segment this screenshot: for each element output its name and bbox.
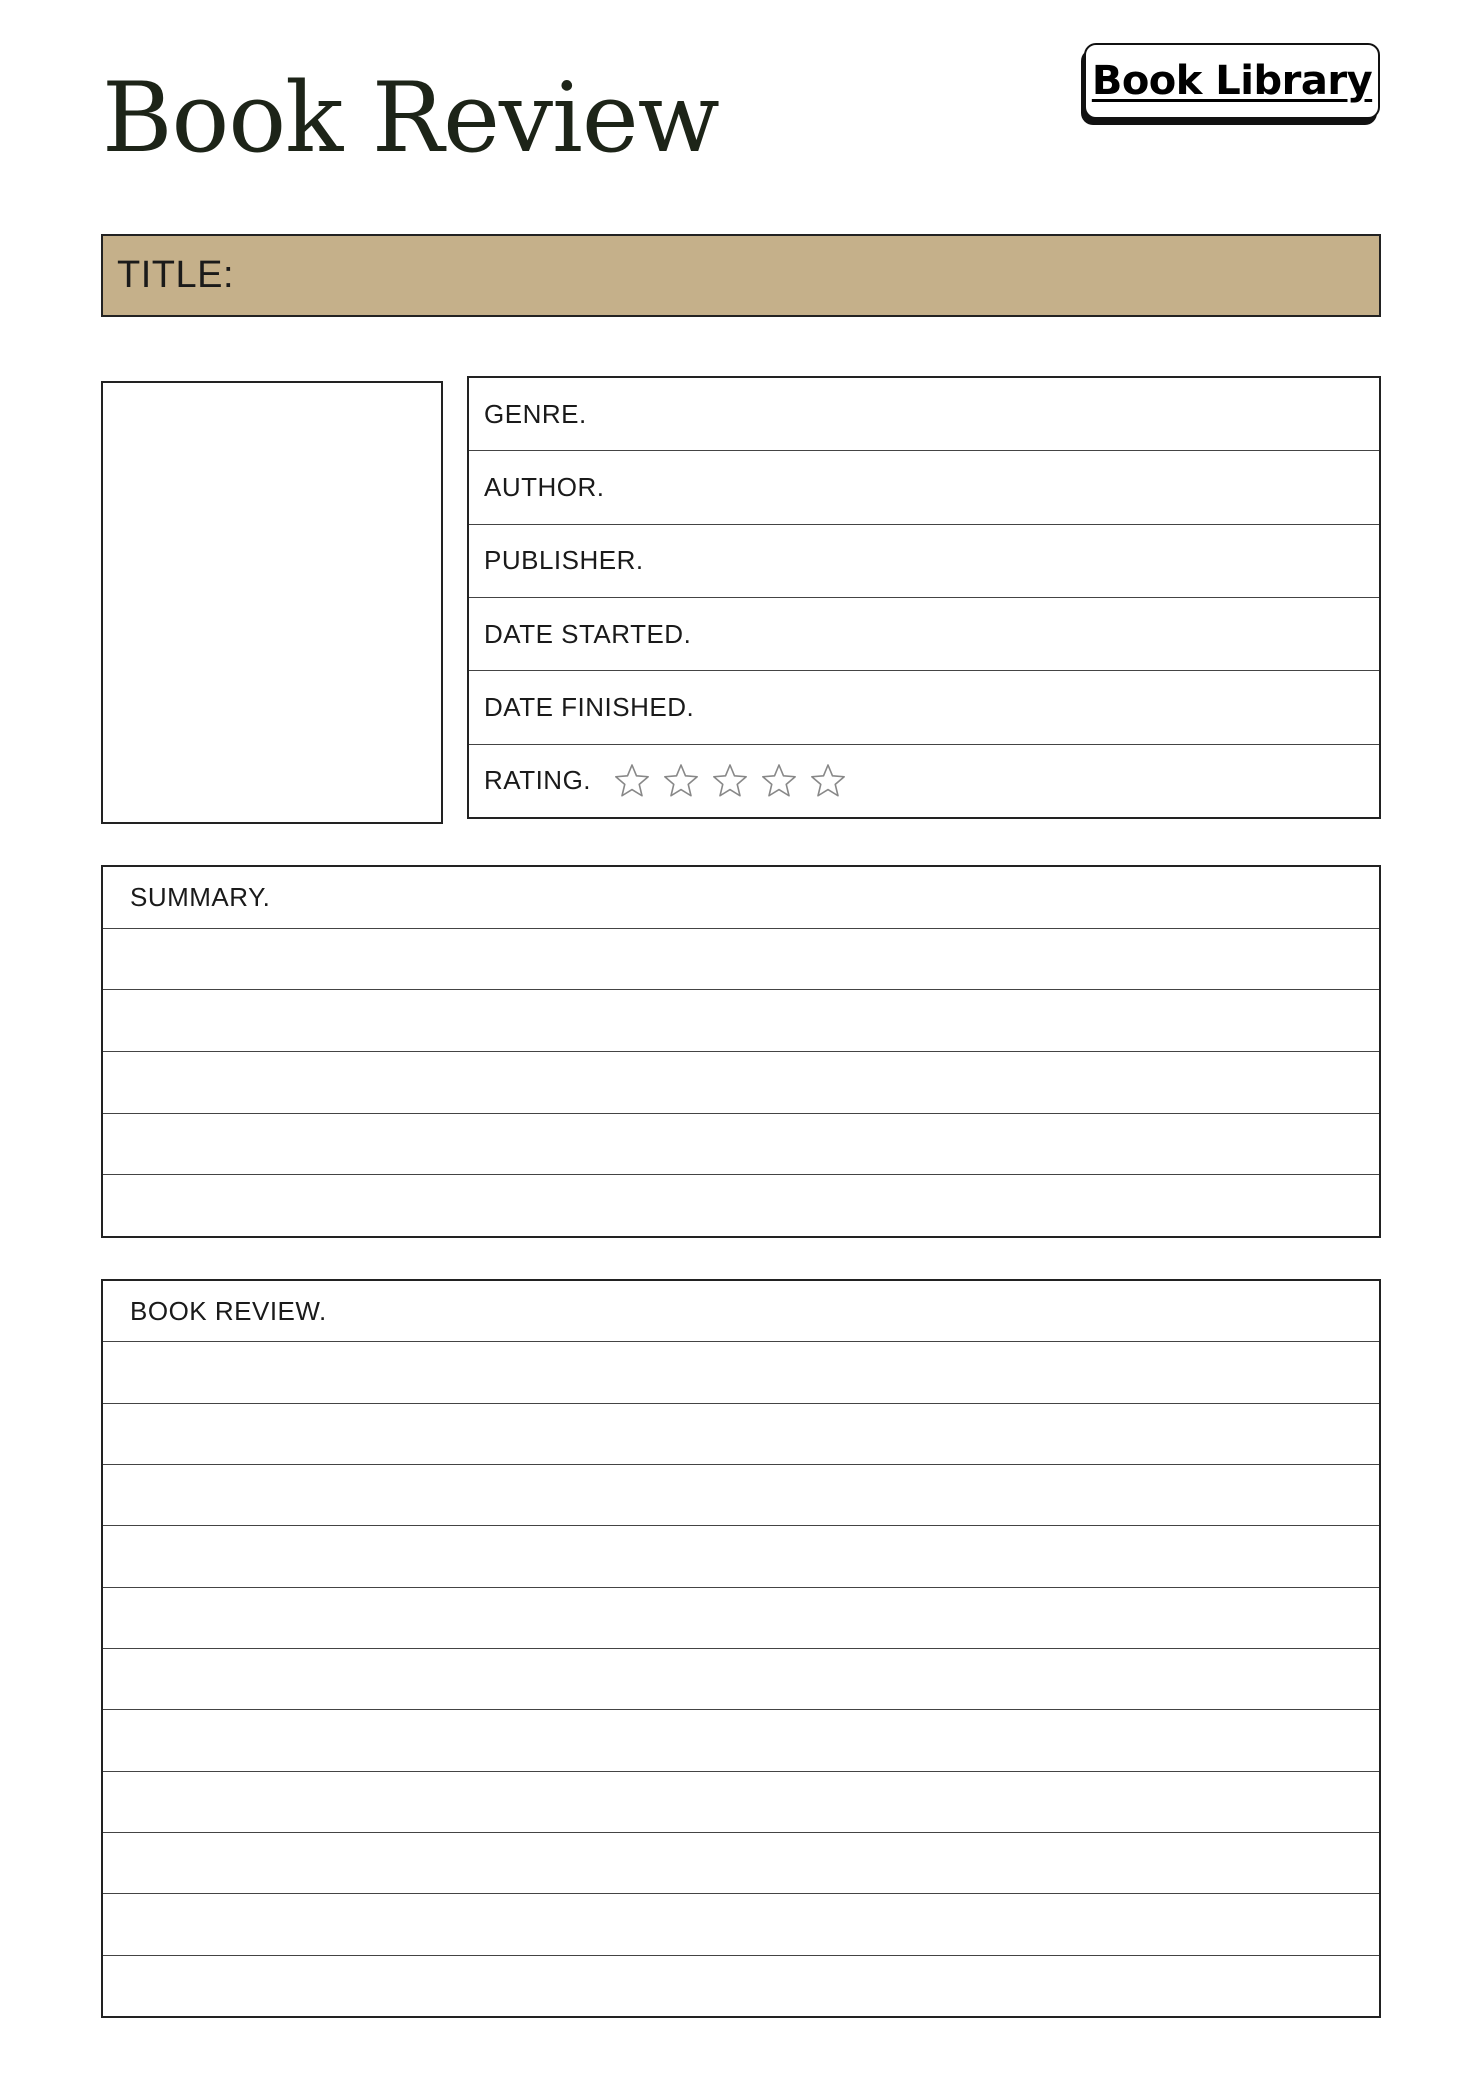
rating-label: RATING. — [484, 765, 592, 796]
writing-line[interactable] — [103, 1649, 1379, 1710]
star-outline-icon[interactable] — [760, 762, 798, 800]
publisher-label: PUBLISHER. — [484, 545, 644, 576]
date-finished-label: DATE FINISHED. — [484, 691, 695, 722]
writing-line[interactable] — [103, 1175, 1379, 1236]
writing-line[interactable] — [103, 1465, 1379, 1526]
rating-stars — [613, 762, 858, 800]
book-review-label: BOOK REVIEW. — [130, 1295, 327, 1326]
date-started-label: DATE STARTED. — [484, 618, 692, 649]
writing-line[interactable] — [103, 1772, 1379, 1833]
writing-line[interactable] — [103, 1114, 1379, 1176]
summary-label: SUMMARY. — [130, 881, 271, 912]
date-started-field[interactable] — [469, 598, 1379, 671]
writing-line[interactable] — [103, 1710, 1379, 1771]
summary-section — [101, 865, 1381, 1238]
star-outline-icon[interactable] — [809, 762, 847, 800]
page-title: Book Review — [102, 62, 719, 174]
book-review-section — [101, 1279, 1381, 2018]
writing-line[interactable] — [103, 1894, 1379, 1955]
summary-header — [103, 867, 1379, 929]
author-field[interactable] — [469, 451, 1379, 524]
writing-line[interactable] — [103, 1588, 1379, 1649]
book-library-button[interactable] — [1084, 43, 1380, 119]
book-info-table — [467, 376, 1381, 819]
genre-label: GENRE. — [484, 398, 587, 429]
writing-line[interactable] — [103, 929, 1379, 991]
star-outline-icon[interactable] — [711, 762, 749, 800]
star-outline-icon[interactable] — [662, 762, 700, 800]
rating-field — [469, 745, 1379, 817]
writing-line[interactable] — [103, 990, 1379, 1052]
writing-line[interactable] — [103, 1956, 1379, 2016]
star-outline-icon[interactable] — [613, 762, 651, 800]
genre-field[interactable] — [469, 378, 1379, 451]
title-label: TITLE: — [117, 254, 235, 296]
writing-line[interactable] — [103, 1526, 1379, 1587]
book-library-label: Book Library — [1091, 58, 1373, 104]
cover-image-box[interactable] — [101, 381, 443, 824]
writing-line[interactable] — [103, 1052, 1379, 1114]
author-label: AUTHOR. — [484, 471, 605, 502]
date-finished-field[interactable] — [469, 671, 1379, 744]
book-review-header — [103, 1281, 1379, 1342]
publisher-field[interactable] — [469, 525, 1379, 598]
writing-line[interactable] — [103, 1404, 1379, 1465]
writing-line[interactable] — [103, 1342, 1379, 1403]
title-field[interactable] — [101, 234, 1381, 317]
writing-line[interactable] — [103, 1833, 1379, 1894]
